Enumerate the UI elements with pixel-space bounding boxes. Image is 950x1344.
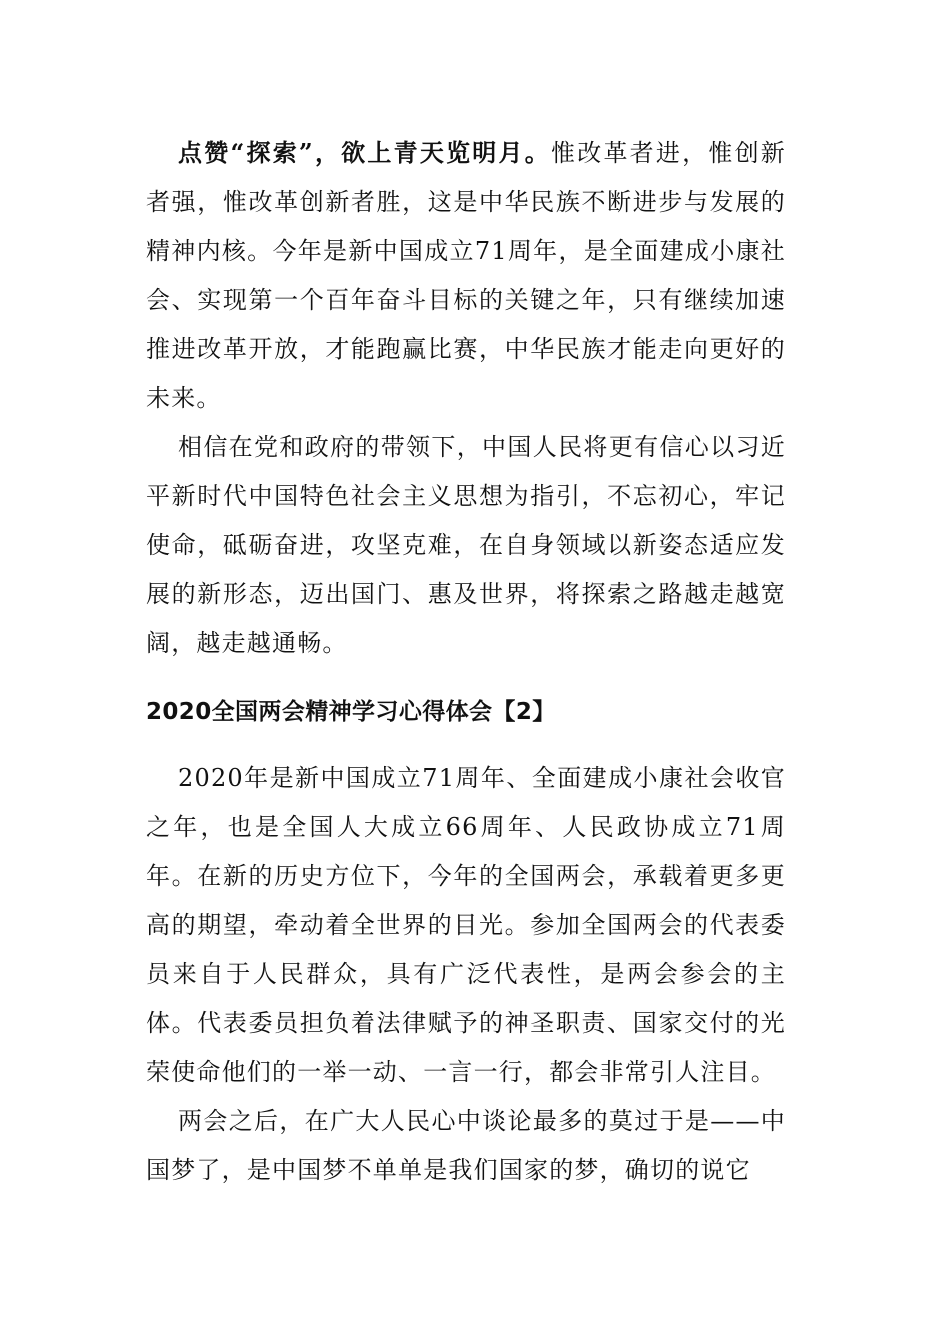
paragraph-exploration [146,128,786,423]
paragraph-confidence: 相信在党和政府的带领下，中国人民将更有信心以习近平新时代中国特色社会主义思想为指引，不忘初心，牢记使命，砥砺奋进，攻坚克难，在自身领域以新姿态适应发展的新形态，迈出国门、惠及世界，将探索之路越走越宽阔，越走越通畅。 [146,433,786,657]
paragraph-two-sessions: 2020年是新中国成立71周年、全面建成小康社会收官之年，也是全国人大成立66周年、人民政协成立71周年。在新的历史方位下，今年的全国两会，承载着更多更高的期望，牵动着全世界的目光。参加全国两会的代表委员来自于人民群众，具有广泛代表性，是两会参会的主体。代表委员担负着法律赋予的神圣职责、国家交付的光荣使命他们的一举一动、一言一行，都会非常引人注目。 [146,764,786,1086]
section-heading: 2020全国两会精神学习心得体会【2】 [146,699,556,725]
paragraph-lead-bold: 点赞“探索”，欲上青天览明月。 [178,138,551,167]
paragraph-chinese-dream: 两会之后，在广大人民心中谈论最多的莫过于是——中国梦了，是中国梦不单单是我们国家的梦，确切的说它 [146,1107,786,1184]
paragraph-body: 惟改革者进，惟创新者强，惟改革创新者胜，这是中华民族不断进步与发展的精神内核。今年是新中国成立71周年，是全面建成小康社会、实现第一个百年奋斗目标的关键之年，只有继续加速推进改革开放，才能跑赢比赛，中华民族才能走向更好的未来。 [146,139,787,412]
document-page [146,128,786,1195]
